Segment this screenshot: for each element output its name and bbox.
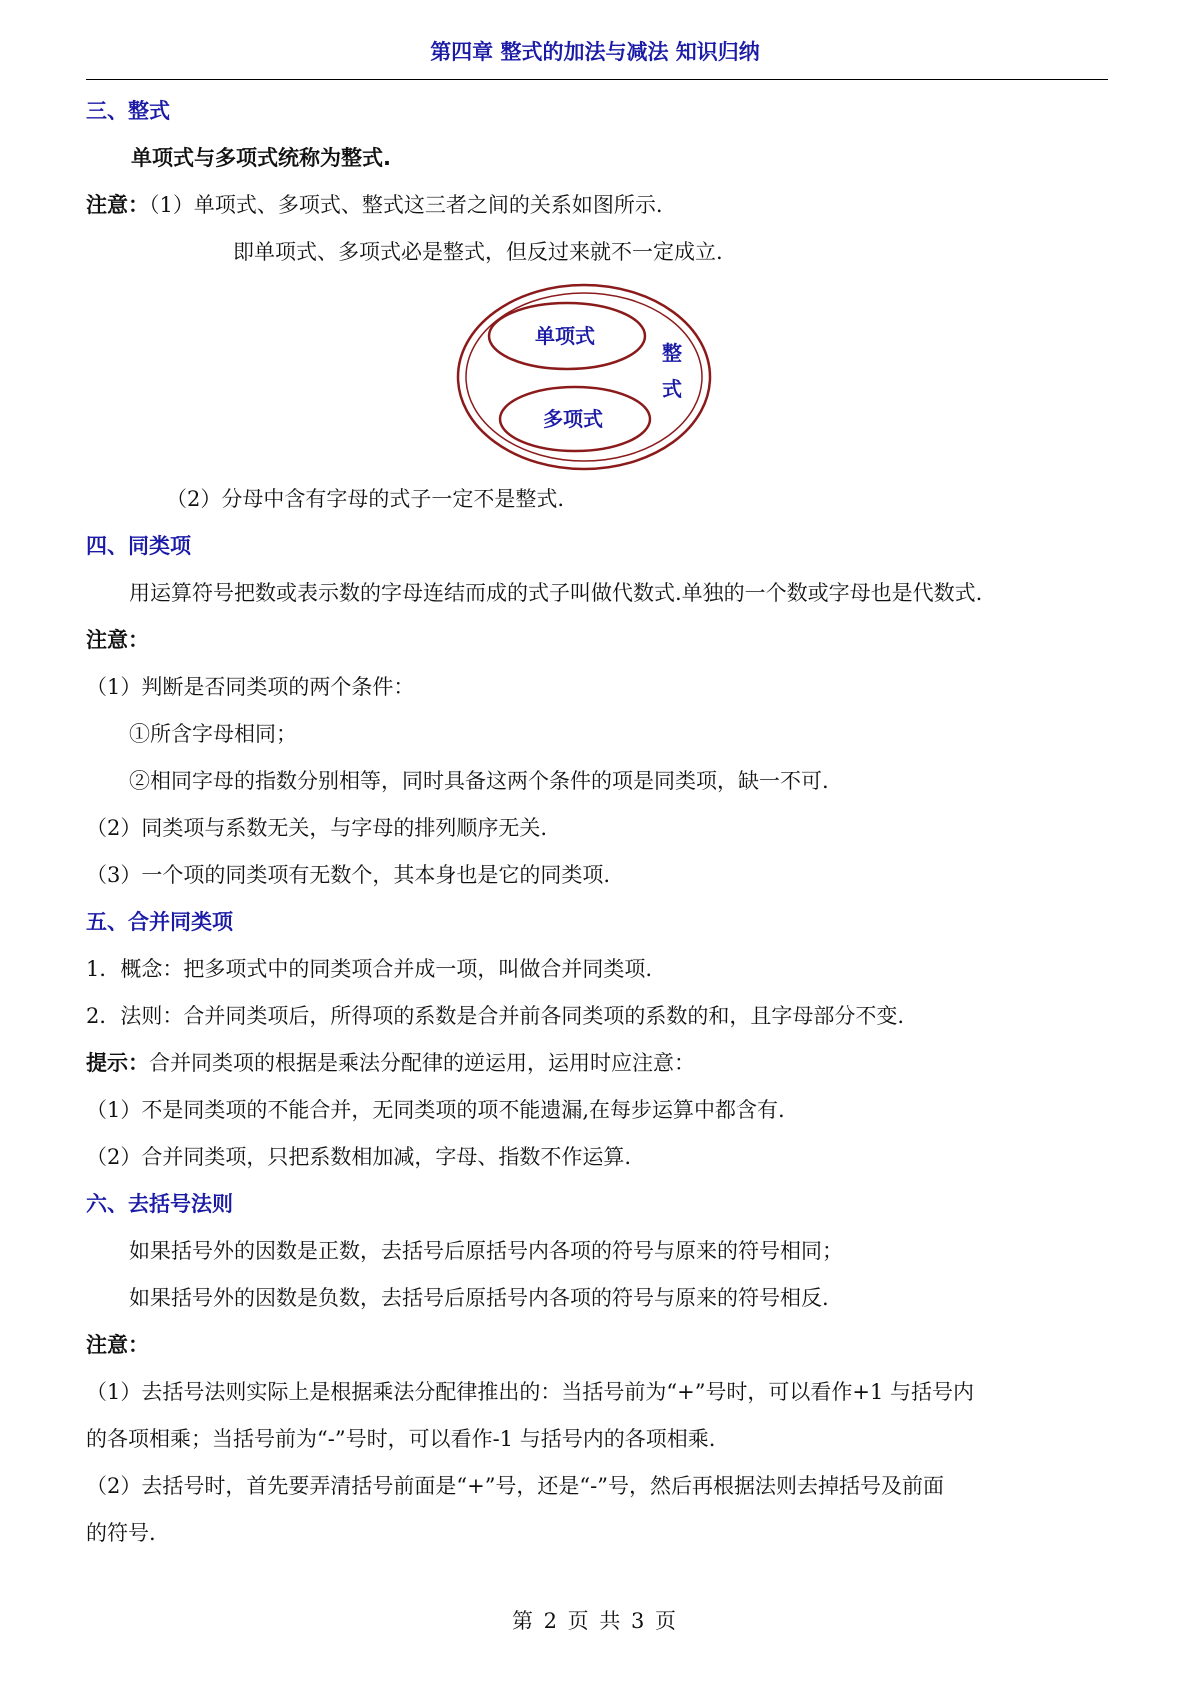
like-terms-note-1: （1）判断是否同类项的两个条件： bbox=[86, 675, 415, 699]
brackets-note-2-line-2: 的符号. bbox=[86, 1521, 156, 1545]
section-heading-brackets: 六、去括号法则 bbox=[86, 1192, 233, 1216]
note-2: （2）分母中含有字母的式子一定不是整式. bbox=[166, 487, 565, 511]
combine-tip-2: （2）合并同类项，只把系数相加减，字母、指数不作运算. bbox=[86, 1145, 632, 1169]
like-terms-condition-a: ①所含字母相同； bbox=[129, 722, 297, 746]
section-heading-integral: 三、整式 bbox=[86, 99, 170, 123]
tip-label: 提示： bbox=[86, 1051, 149, 1075]
section-heading-combine: 五、合并同类项 bbox=[86, 910, 233, 934]
note-1-continued: 即单项式、多项式必是整式，但反过来就不一定成立. bbox=[233, 240, 723, 264]
monomial-label: 单项式 bbox=[535, 324, 595, 348]
note-label: 注意： bbox=[86, 193, 149, 217]
note-label: 注意： bbox=[86, 1333, 149, 1357]
page-number: 第 2 页 共 3 页 bbox=[511, 1609, 679, 1633]
tip-text: 合并同类项的根据是乘法分配律的逆运用，运用时应注意： bbox=[149, 1051, 695, 1075]
like-terms-condition-b: ②相同字母的指数分别相等，同时具备这两个条件的项是同类项，缺一不可. bbox=[129, 769, 829, 793]
brackets-rule-positive: 如果括号外的因数是正数，去括号后原括号内各项的符号与原来的符号相同； bbox=[129, 1239, 843, 1263]
algebraic-expression-definition: 用运算符号把数或表示数的字母连结而成的式子叫做代数式.单独的一个数或字母也是代数式. bbox=[129, 581, 983, 605]
integral-label-char-1: 整 bbox=[662, 341, 682, 365]
integral-definition: 单项式与多项式统称为整式. bbox=[131, 146, 391, 170]
combine-rule: 2．法则：合并同类项后，所得项的系数是合并前各同类项的系数的和，且字母部分不变. bbox=[86, 1004, 905, 1028]
header-divider bbox=[86, 79, 1108, 80]
note-label: 注意： bbox=[86, 628, 149, 652]
note-1-text: （1）单项式、多项式、整式这三者之间的关系如图所示. bbox=[149, 193, 663, 217]
combine-tip bbox=[86, 1040, 1126, 1087]
document-body bbox=[86, 88, 1126, 1557]
brackets-note-1-line-1: （1）去括号法则实际上是根据乘法分配律推出的：当括号前为“+”号时，可以看作+1 与括号内 bbox=[86, 1380, 975, 1404]
like-terms-note-3: （3）一个项的同类项有无数个，其本身也是它的同类项. bbox=[86, 863, 611, 887]
page-header-title: 第四章 整式的加法与减法 知识归纳 bbox=[430, 40, 760, 64]
brackets-note-2-line-1: （2）去括号时，首先要弄清括号前面是“+”号，还是“-”号，然后再根据法则去掉括号及前面 bbox=[86, 1474, 944, 1498]
integral-label-char-2: 式 bbox=[662, 377, 682, 401]
note-1 bbox=[86, 182, 1126, 229]
like-terms-note-2: （2）同类项与系数无关，与字母的排列顺序无关. bbox=[86, 816, 548, 840]
section-heading-like-terms: 四、同类项 bbox=[86, 534, 191, 558]
brackets-rule-negative: 如果括号外的因数是负数，去括号后原括号内各项的符号与原来的符号相反. bbox=[129, 1286, 829, 1310]
polynomial-label: 多项式 bbox=[543, 407, 603, 431]
brackets-note-1-line-2: 的各项相乘；当括号前为“-”号时，可以看作-1 与括号内的各项相乘. bbox=[86, 1427, 716, 1451]
venn-diagram bbox=[86, 276, 1126, 476]
combine-concept: 1．概念：把多项式中的同类项合并成一项，叫做合并同类项. bbox=[86, 957, 653, 981]
venn-diagram-svg bbox=[456, 276, 736, 476]
combine-tip-1: （1）不是同类项的不能合并，无同类项的项不能遗漏,在每步运算中都含有. bbox=[86, 1098, 785, 1122]
